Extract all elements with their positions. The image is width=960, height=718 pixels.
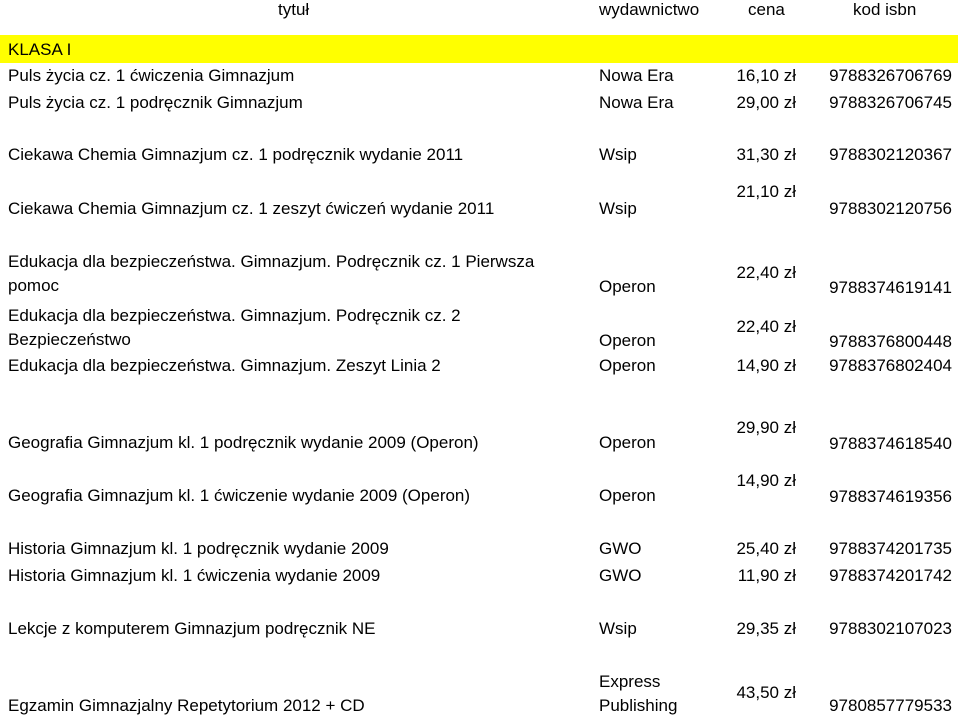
row-price: 14,90 zł	[736, 471, 796, 490]
row-title: Edukacja dla bezpieczeństwa. Gimnazjum. Zeszyt Linia 2	[8, 356, 441, 375]
row-title: Historia Gimnazjum kl. 1 ćwiczenia wydanie 2009	[8, 566, 381, 585]
row-title: Historia Gimnazjum kl. 1 podręcznik wydanie 2009	[8, 539, 389, 558]
row-price: 29,90 zł	[736, 418, 796, 437]
row-isbn: 9788374618540	[829, 434, 952, 453]
header-publisher: wydawnictwo	[599, 0, 700, 19]
row-title: Geografia Gimnazjum kl. 1 ćwiczenie wydanie 2009 (Operon)	[8, 486, 471, 505]
row-isbn: 9788376800448	[829, 332, 952, 351]
row-price: 22,40 zł	[736, 317, 796, 336]
row-isbn: 9788302107023	[829, 619, 952, 638]
row-title: Edukacja dla bezpieczeństwa. Gimnazjum. Podręcznik cz. 2 Bezpieczeństwo	[8, 306, 461, 349]
header-price: cena	[748, 0, 785, 19]
row-price: 25,40 zł	[736, 539, 796, 558]
row-title: Ciekawa Chemia Gimnazjum cz. 1 podręcznik wydanie 2011	[8, 145, 464, 164]
row-isbn: 9788374619356	[829, 487, 952, 506]
row-title: Edukacja dla bezpieczeństwa. Gimnazjum. Podręcznik cz. 1 Pierwsza pomoc	[8, 252, 535, 295]
row-publisher: Nowa Era	[599, 66, 674, 85]
row-title: Egzamin Gimnazjalny Repetytorium 2012 + CD	[8, 696, 365, 715]
header-title: tytuł	[278, 0, 310, 19]
row-publisher: Wsip	[599, 619, 637, 638]
section-band	[0, 35, 958, 63]
row-title: Geografia Gimnazjum kl. 1 podręcznik wydanie 2009 (Operon)	[8, 433, 479, 452]
row-isbn: 9788326706769	[829, 66, 952, 85]
row-title: Lekcje z komputerem Gimnazjum podręcznik NE	[8, 619, 376, 638]
row-publisher: Wsip	[599, 199, 637, 218]
row-price: 11,90 zł	[737, 566, 796, 585]
row-title: Puls życia cz. 1 podręcznik Gimnazjum	[8, 93, 303, 112]
row-price: 29,00 zł	[736, 93, 796, 112]
row-price: 14,90 zł	[736, 356, 796, 375]
row-publisher: GWO	[599, 566, 642, 585]
row-price: 16,10 zł	[736, 66, 796, 85]
row-price: 22,40 zł	[736, 263, 796, 282]
row-price: 31,30 zł	[736, 145, 796, 164]
row-publisher: Operon	[599, 277, 656, 296]
row-price: 29,35 zł	[736, 619, 796, 638]
row-isbn: 9788374201735	[829, 539, 952, 558]
row-title: Ciekawa Chemia Gimnazjum cz. 1 zeszyt ćwiczeń wydanie 2011	[8, 199, 495, 218]
row-publisher: Operon	[599, 486, 656, 505]
row-price: 43,50 zł	[736, 683, 796, 702]
row-isbn: 9780857779533	[829, 696, 952, 715]
row-publisher: Operon	[599, 331, 656, 350]
header-isbn: kod isbn	[853, 0, 917, 19]
row-isbn: 9788376802404	[829, 356, 952, 375]
row-publisher: Wsip	[599, 145, 637, 164]
row-price: 21,10 zł	[736, 182, 796, 201]
row-isbn: 9788326706745	[829, 93, 952, 112]
row-title: Puls życia cz. 1 ćwiczenia Gimnazjum	[8, 66, 295, 85]
row-publisher: Operon	[599, 433, 656, 452]
row-publisher: GWO	[599, 539, 642, 558]
section-label: KLASA I	[8, 40, 72, 59]
row-isbn: 9788302120367	[829, 145, 952, 164]
row-isbn: 9788374201742	[829, 566, 952, 585]
row-isbn: 9788374619141	[829, 278, 952, 297]
row-isbn: 9788302120756	[829, 199, 952, 218]
row-publisher: Operon	[599, 356, 656, 375]
row-publisher: Nowa Era	[599, 93, 674, 112]
row-publisher: Express Publishing	[599, 672, 678, 715]
